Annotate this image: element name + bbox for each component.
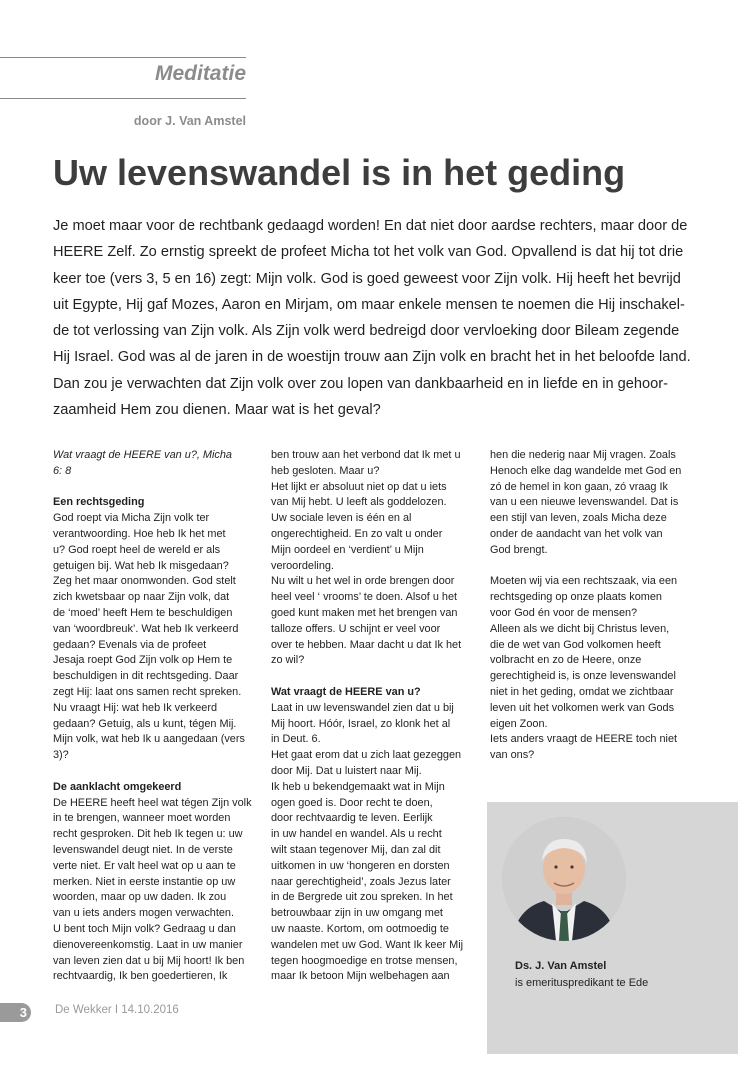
text-line: onder de aandacht van het volk van [490,527,663,540]
footer-publication: De Wekker I 14.10.2016 [55,1004,179,1016]
text-line: getuigen bij. Wat heb Ik misgedaan? [53,559,229,572]
lead-line: keer toe (vers 3, 5 en 16) zegt: Mijn volk. God is goed geweest voor Zijn volk. Hij heeft het bevrijd [53,270,681,287]
text-line: Nu wilt u het wel in orde brengen door [271,575,455,588]
text-line: uw naaste. Kortom, om ootmoedig te [271,922,449,935]
section-rule [0,98,246,99]
text-line: wilt staan tegenover Mij, dan zal dit [271,843,441,856]
text-line: gedaan? Evenals via de profeet [53,638,207,651]
text-line: rechtsgeding op onze plaats komen [490,591,662,604]
text-line: gedaan? Getuig, als u kunt, tégen Mij. [53,717,237,730]
text-line: veroordeling. [271,559,334,572]
byline: door J. Van Amstel [133,114,246,128]
text-line [53,764,247,780]
text-line: door Mij. Dat u luistert naar Mij. [271,764,422,777]
text-line: Uw sociale leven is één en al [271,512,412,525]
subheading: Wat vraagt de HEERE van u? [271,685,421,698]
text-line: Iets anders vraagt de HEERE toch niet [490,733,678,746]
text-line: van ons? [490,749,535,762]
text-line [490,559,686,575]
subheading: Een rechtsgeding [53,496,145,509]
lead-paragraph [53,213,689,423]
text-line: Laat in uw levenswandel zien dat u bij [271,701,454,714]
top-rule [0,57,246,58]
text-line: verantwoording. Hoe heb Ik het met [53,527,226,540]
text-line: God roept via Micha Zijn volk ter [53,512,210,525]
section-label: Meditatie [154,62,246,85]
text-line: betrouwbaar zijn in uw omgang met [271,907,443,920]
text-line: eigen Zoon. [490,717,548,730]
text-line: Nu vraagt Hij: wat heb Ik verkeerd [53,701,218,714]
text-line: van u iets anders mogen verwachten. [53,907,235,920]
text-line: u? God roept heel de wereld er als [53,543,221,556]
subheading: De aanklacht omgekeerd [53,780,182,793]
text-line: zó de hemel in kon gaan, zó vraag Ik [490,480,668,493]
text-line: wandelen met uw God. Want Ik keer Mij [271,938,464,951]
author-portrait [502,817,626,941]
text-line: in Deut. 6. [271,733,321,746]
text-line [271,669,467,685]
text-line: niet in het geding, omdat we zichtbaar [490,685,674,698]
text-line: Jesaja roept God Zijn volk op Hem te [53,654,233,667]
text-line: in te brengen, wanneer moet worden [53,812,231,825]
page-number: 3 [0,1003,31,1022]
text-line: talloze offers. U schijnt er veel voor [271,622,441,635]
text-line: verte niet. Er valt heel wat op u aan te [53,859,236,872]
text-line: van ‘woordbreuk’. Wat heb Ik verkeerd [53,622,239,635]
text-line: uitkomen in uw ‘hongeren en dorsten [271,859,450,872]
text-line: goed kunt maken met het brengen van [271,606,458,619]
text-line [53,480,247,496]
text-line: dienovereenkomstig. Laat in uw manier [53,938,243,951]
text-line: recht gesproken. Dit heb Ik tegen u: uw [53,828,243,841]
lead-line: zaamheid Hem zou dienen. Maar wat is het geval? [53,402,381,419]
text-line: de ‘moed’ heeft Hem te beschuldigen [53,606,233,619]
text-line: maar Ik betoon Mijn welbehagen aan [271,970,450,983]
text-line: Mijn volk, wat heb Ik u aangedaan (vers [53,733,245,746]
text-line: ben trouw aan het verbond dat Ik met u [271,449,461,461]
text-line: voor God én voor de mensen? [490,606,638,619]
lead-line: HEERE Zelf. Zo ernstig spreekt de profeet Micha tot het volk van God. Opvallend is dat hij tot drie [53,244,684,261]
text-line: Wat vraagt de HEERE van u?, Micha [53,449,232,461]
text-line: Het lijkt er absoluut niet op dat u iets [271,480,447,493]
text-line: volbracht en zo de Heere, onze [490,654,642,667]
text-line: een stijl van leven, zoals Micha deze [490,512,667,525]
author-role: is emerituspredikant te Ede [515,977,649,989]
text-line: in de Bergrede uit zou spreken. In het [271,891,453,904]
text-line: beschuldigen in dit rechtsgeding. Daar [53,670,239,683]
text-line: Mijn oordeel en ‘verdient’ u Mijn [271,543,424,556]
text-column-3 [490,448,686,764]
text-line: van Mij hebt. U leeft als goddelozen. [271,496,447,509]
text-line: Ik heb u bekendgemaakt wat in Mijn [271,780,445,793]
text-line: zich kwetsbaar op naar Zijn volk, dat [53,591,230,604]
text-line: De HEERE heeft heel wat tégen Zijn volk [53,796,252,809]
text-line: Het gaat erom dat u zich laat gezeggen [271,749,462,762]
lead-line: Dan zou je verwachten dat Zijn volk over zou lopen van dankbaarheid en in liefde en in gehoor- [53,375,668,392]
text-line: gerechtigheid is, is onze levenswandel [490,670,676,683]
text-line: hen die nederig naar Mij vragen. Zoals [490,449,676,461]
text-line: zo wil? [271,654,305,667]
text-line: U bent toch Mijn volk? Gedraag u dan [53,922,236,935]
text-line: zegt Hij: laat ons samen recht spreken. [53,685,242,698]
text-line: Henoch elke dag wandelde met God en [490,464,682,477]
text-line: van u een nieuwe levenswandel. Dat is [490,496,679,509]
lead-line: de tot verlossing van Zijn volk. Als Zijn volk werd bedreigd door vervloeking door Bileam zegende [53,323,680,340]
text-line: leven uit het volkomen werk van Gods [490,701,675,714]
lead-line: Je moet maar voor de rechtbank gedaagd worden! En dat niet door aardse rechters, maar door de [53,218,688,234]
text-line: Zeg het maar onomwonden. God stelt [53,575,236,588]
text-line: levenswandel deugt niet. In de verste [53,843,233,856]
text-line: heb gesloten. Maar u? [271,464,380,477]
text-line: Moeten wij via een rechtszaak, via een [490,575,678,588]
text-line: van leven zien dat u bij Mij hoort! Ik ben [53,954,245,967]
text-line: God brengt. [490,543,548,556]
text-line: ongerechtigheid. En zo valt u onder [271,527,443,540]
lead-line: Hij Israel. God was al de jaren in de woestijn trouw aan Zijn volk en bracht het in het beloofde land. [53,349,691,366]
text-line: door rechtvaardig te leven. Eerlijk [271,812,433,825]
text-line: in uw handel en wandel. Als u recht [271,828,442,841]
text-line: merken. Niet in eerste instantie op uw [53,875,236,888]
text-line: naar gerechtigheid’, zoals Jezus later [271,875,451,888]
text-line: over te hebben. Maar dacht u dat Ik het [271,638,462,651]
text-line: rechtvaardig, Ik ben goedertieren, Ik [53,970,228,983]
text-line: heel veel ‘ vrooms’ te doen. Alsof u het [271,591,458,604]
text-line: Alleen als we dicht bij Christus leven, [490,622,670,635]
text-line: Mij hoort. Hóór, Israel, zo klonk het al [271,717,451,730]
text-line: ogen goed is. Door recht te doen, [271,796,433,809]
text-line: tegen hoogmoedige en trotse mensen, [271,954,458,967]
text-line: woorden, maar op uw daden. Ik zou [53,891,227,904]
text-column-2 [271,448,467,985]
text-column-1 [53,448,252,985]
text-line: die de wet van God volkomen heeft [490,638,661,651]
text-line: 6: 8 [53,464,72,477]
author-name: Ds. J. Van Amstel [515,960,607,972]
article-headline: Uw levenswandel is in het geding [53,152,626,193]
text-line: 3)? [53,749,69,762]
lead-line: uit Egypte, Hij gaf Mozes, Aaron en Mirjam, om maar enkele mensen te noemen die Hij inschakel- [53,296,685,313]
